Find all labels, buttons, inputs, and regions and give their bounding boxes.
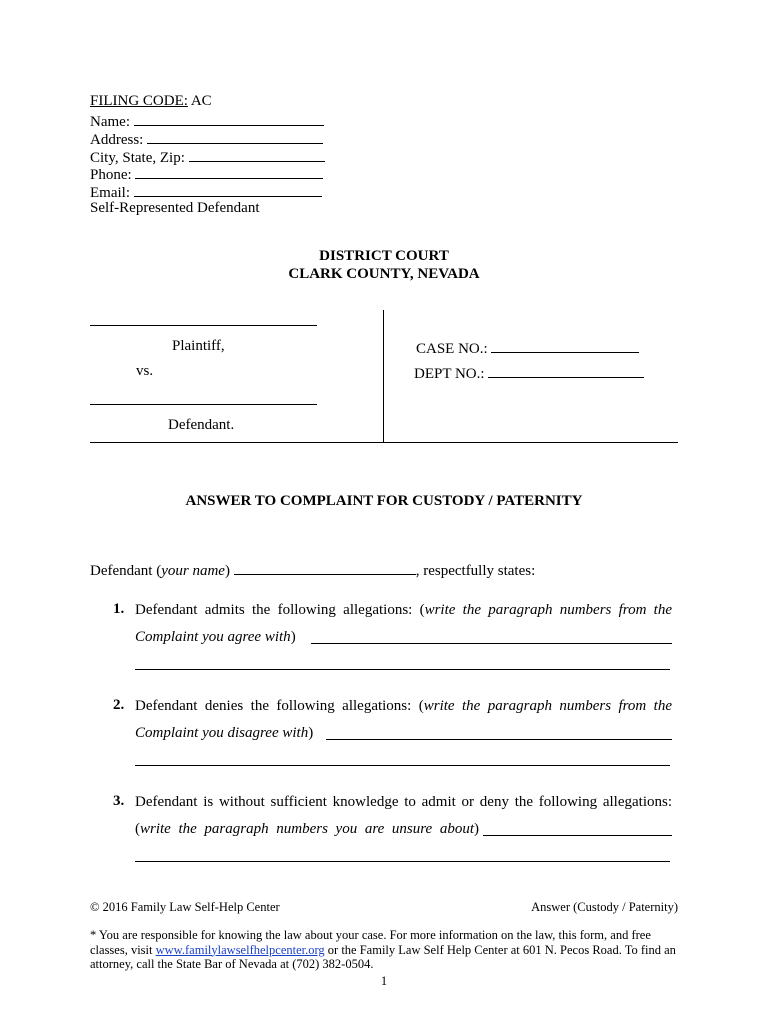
item-2-text: Defendant denies the following allegations: ( [135, 698, 424, 714]
item-1-line-2 [135, 629, 296, 646]
footer-form-name: Answer (Custody / Paternity) [531, 900, 678, 914]
item-3-italic-2: write the paragraph numbers you are unsure about [140, 821, 474, 837]
intro-prefix: Defendant ( [90, 563, 162, 579]
email-blank[interactable] [134, 182, 322, 197]
case-number-label: CASE NO.: [416, 341, 488, 357]
intro-italic: your name [161, 563, 225, 579]
item-2-close: ) [308, 725, 314, 741]
intro-close: ) [224, 563, 230, 579]
item-2-answer-line-1[interactable] [326, 739, 672, 740]
caption-bottom-rule [90, 442, 678, 443]
name-label: Name: [90, 114, 130, 130]
item-1-number: 1. [113, 601, 125, 617]
vs-label: vs. [136, 363, 154, 379]
dept-number-blank[interactable] [488, 363, 644, 378]
item-3-close: ) [474, 821, 479, 837]
item-1-italic-2: Complaint you agree with [135, 629, 291, 645]
case-number-field [416, 338, 639, 359]
address-label: Address: [90, 132, 144, 148]
dept-number-field [414, 363, 644, 384]
item-2-italic-2: Complaint you disagree with [135, 725, 309, 741]
phone-label: Phone: [90, 167, 132, 183]
filing-code [90, 93, 212, 111]
defendant-name-blank[interactable] [234, 560, 416, 575]
item-2-line-1 [135, 698, 672, 715]
item-3-line-2 [135, 821, 479, 838]
filing-code-label: FILING CODE: [90, 93, 188, 109]
intro-statement [90, 560, 535, 581]
court-county: CLARK COUNTY, NEVADA [288, 266, 480, 282]
item-1-answer-line-1[interactable] [311, 643, 672, 644]
city-state-zip-label: City, State, Zip: [90, 150, 185, 166]
footer-note-part-2: or the Family Law Self Help Center at 601 N. Pecos Road. To find an attorney, call the State Bar of Nevada at (702) 382-0504. [90, 942, 676, 971]
defendant-label: Defendant. [168, 417, 235, 433]
intro-suffix: , respectfully states: [415, 563, 536, 579]
party-role: Self-Represented Defendant [90, 200, 260, 216]
case-number-blank[interactable] [491, 338, 639, 353]
item-3-answer-line-2[interactable] [135, 861, 670, 862]
item-2-answer-line-2[interactable] [135, 765, 670, 766]
city-state-zip-blank[interactable] [189, 147, 325, 162]
court-name: DISTRICT COURT [319, 248, 449, 264]
footer-note [90, 928, 678, 972]
item-2-italic-1: write the paragraph numbers from the [423, 698, 673, 714]
email-label: Email: [90, 185, 130, 201]
item-1-italic-1: write the paragraph numbers from the [424, 602, 672, 618]
defendant-name-line[interactable] [90, 404, 317, 405]
item-3-number: 3. [113, 793, 125, 809]
item-2-number: 2. [113, 697, 125, 713]
plaintiff-label: Plaintiff, [172, 338, 225, 354]
item-1-close: ) [290, 629, 296, 645]
item-1-text: Defendant admits the following allegations: ( [135, 602, 425, 618]
item-1-line-1 [135, 602, 672, 619]
item-3-line-1: Defendant is without sufficient knowledge to admit or deny the following allegations: [135, 794, 672, 810]
self-help-center-link[interactable]: www.familylawselfhelpcenter.org [155, 942, 325, 957]
plaintiff-name-line[interactable] [90, 325, 317, 326]
footer-note-part-1: * You are responsible for knowing the law about your case. For more information on the law, this form, and free classes, visit [90, 928, 651, 957]
filing-code-value: AC [187, 93, 212, 109]
item-3-answer-line-1[interactable] [483, 835, 672, 836]
caption-divider [383, 310, 384, 443]
name-blank[interactable] [134, 111, 324, 126]
item-2-line-2 [135, 725, 313, 742]
item-1-answer-line-2[interactable] [135, 669, 670, 670]
dept-number-label: DEPT NO.: [414, 366, 485, 382]
item-3-open: ( [135, 821, 140, 837]
document-title: ANSWER TO COMPLAINT FOR CUSTODY / PATERNITY [185, 493, 583, 509]
phone-blank[interactable] [135, 164, 323, 179]
address-blank[interactable] [147, 129, 323, 144]
footer-copyright: © 2016 Family Law Self-Help Center [90, 900, 280, 914]
page-number: 1 [380, 974, 388, 988]
